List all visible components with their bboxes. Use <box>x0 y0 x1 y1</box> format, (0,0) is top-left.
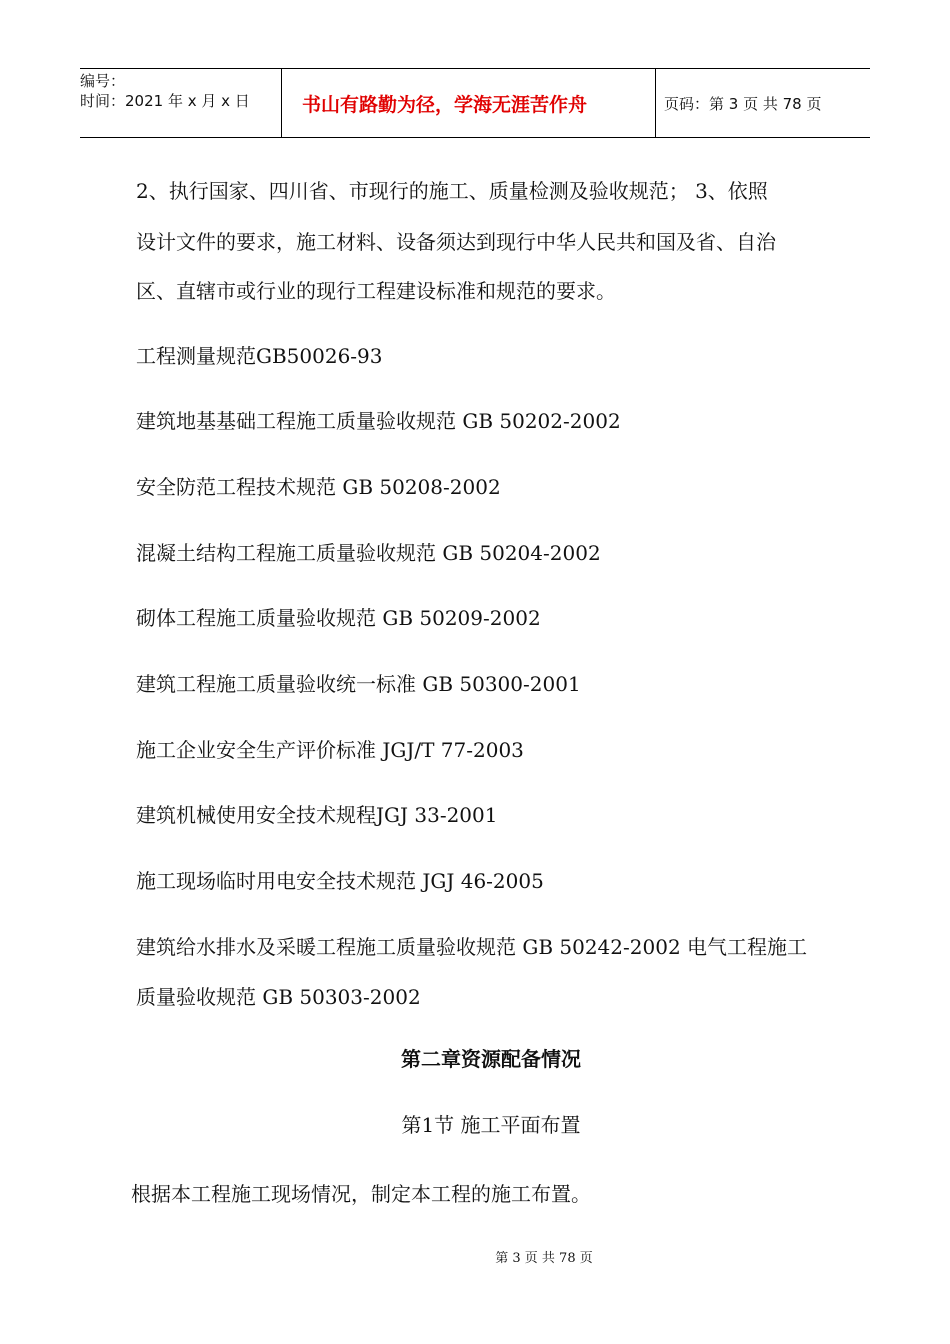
standard-item: 安全防范工程技术规范 GB 50208-2002 <box>136 475 501 499</box>
page-footer: 第 3 页 共 78 页 <box>495 1251 593 1266</box>
header-meta <box>80 69 282 137</box>
standard-item: 施工企业安全生产评价标准 JGJ/T 77-2003 <box>136 738 524 762</box>
chapter-title: 第二章资源配备情况 <box>401 1047 581 1071</box>
standard-item: 施工现场临时用电安全技术规范 JGJ 46-2005 <box>136 869 544 893</box>
standard-item: 建筑给水排水及采暖工程施工质量验收规范 GB 50242-2002 电气工程施工 <box>136 935 808 959</box>
doc-number-label: 编号： <box>80 72 126 90</box>
header-motto: 书山有路勤为径，学海无涯苦作舟 <box>282 69 656 137</box>
standard-item: 质量验收规范 GB 50303-2002 <box>136 985 421 1009</box>
standard-item: 建筑机械使用安全技术规程JGJ 33-2001 <box>136 803 498 827</box>
standard-item: 混凝土结构工程施工质量验收规范 GB 50204-2002 <box>136 541 601 565</box>
standard-item: 工程测量规范GB50026-93 <box>136 344 383 368</box>
standard-item: 砌体工程施工质量验收规范 GB 50209-2002 <box>136 606 541 630</box>
paragraph-line: 区、直辖市或行业的现行工程建设标准和规范的要求。 <box>136 279 616 303</box>
standard-item: 建筑地基基础工程施工质量验收规范 GB 50202-2002 <box>136 409 621 433</box>
page-header <box>80 68 870 138</box>
section-title: 第1节 施工平面布置 <box>401 1113 581 1137</box>
intro-paragraph: 根据本工程施工现场情况，制定本工程的施工布置。 <box>131 1182 591 1206</box>
date-label: 时间：2021 年 x 月 x 日 <box>80 92 250 110</box>
paragraph-line: 2、执行国家、四川省、市现行的施工、质量检测及验收规范； 3、依照 <box>136 179 768 203</box>
header-page-info: 页码：第 3 页 共 78 页 <box>664 94 822 113</box>
standard-item: 建筑工程施工质量验收统一标准 GB 50300-2001 <box>136 672 581 696</box>
paragraph-line: 设计文件的要求，施工材料、设备须达到现行中华人民共和国及省、自治 <box>136 230 776 254</box>
